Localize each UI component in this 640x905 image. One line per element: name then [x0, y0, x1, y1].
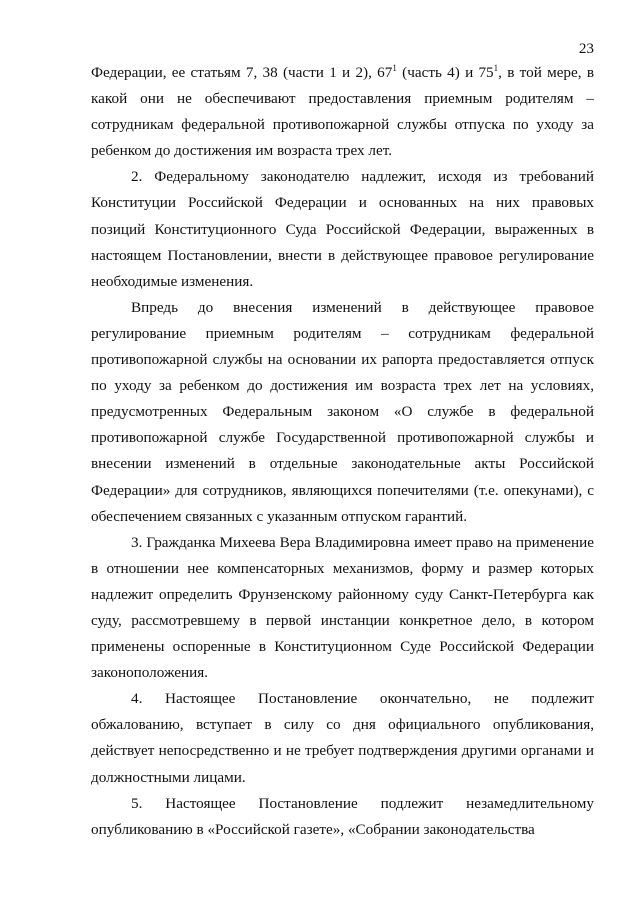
paragraph-continuation: [91, 60, 594, 164]
paragraph-text: Федерации, ее статьям 7, 38 (части 1 и 2), 67: [91, 64, 393, 81]
paragraph-3: Впредь до внесения изменений в действующее правовое регулирование приемным родителям – сотрудникам федеральной противопожарной службы на основании их рапорта предоставляется отпуск по уходу за ребенком до достижения им возраста трех лет на условиях, предусмотренных Федеральным законом «О службе в федеральной противопожарной службе Государственной противопожарной службы и внесении изменений в отдельные законодательные акты Российской Федерации» для сотрудников, являющихся попечителями (т.е. опекунами), с обеспечением связанных с указанным отпуском гарантий.: [91, 298, 594, 525]
paragraph-4: 3. Гражданка Михеева Вера Владимировна имеет право на применение в отношении нее компенсаторных механизмов, форму и размер которых надлежит определить Фрунзенскому районному суду Санкт-Петербурга как суду, рассмотревшему в первой инстанции конкретное дело, в котором применены оспоренные в Конституционном Суде Российской Федерации законоположения.: [91, 533, 594, 682]
document-body: [91, 60, 594, 843]
paragraph-text: (часть 4) и 75: [396, 64, 494, 81]
paragraph-6: 5. Настоящее Постановление подлежит незамедлительному опубликованию в «Российской газете», «Собрании законодательства: [91, 794, 594, 838]
paragraph-text: , в той мере, в какой они не обеспечивают предоставления приемным родителям – сотрудникам федеральной противопожарной службы отпуска по уходу за ребенком до достижения им возраста трех лет.: [91, 64, 595, 160]
paragraph-2: 2. Федеральному законодателю надлежит, исходя из требований Конституции Российской Федерации и основанных на них правовых позиций Конституционного Суда Российской Федерации, выраженных в настоящем Постановлении, внести в действующее правовое регулирование необходимые изменения.: [91, 168, 594, 290]
superscript: 1: [493, 62, 499, 73]
page-number: 23: [578, 40, 594, 57]
paragraph-5: 4. Настоящее Постановление окончательно, не подлежит обжалованию, вступает в силу со дня официального опубликования, действует непосредственно и не требует подтверждения другими органами и должностными лицами.: [91, 690, 594, 786]
superscript: 1: [392, 62, 397, 73]
